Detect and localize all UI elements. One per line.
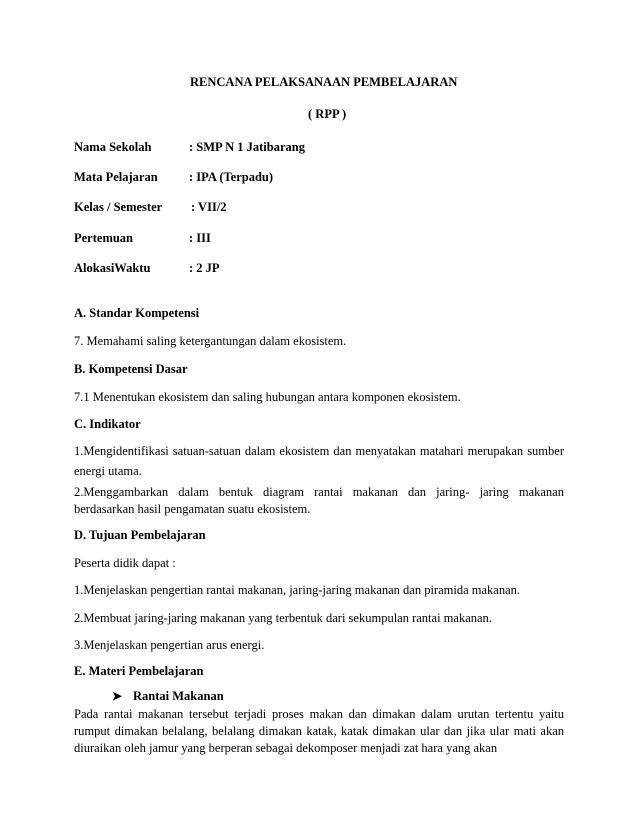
indikator-item: 1.Mengidentifikasi satuan-satuan dalam ekosistem dan menyatakan matahari merupakan sumber energi utama. [74, 444, 564, 478]
arrow-bullet-icon: ➤ [112, 689, 123, 703]
section-heading-tujuan-pembelajaran: D. Tujuan Pembelajaran [74, 528, 206, 542]
identity-label: Nama Sekolah [74, 140, 152, 154]
identity-label: Mata Pelajaran [74, 170, 158, 184]
kompetensi-dasar-text: 7.1 Menentukan ekosistem dan saling hubungan antara komponen ekosistem. [74, 390, 461, 404]
identity-value: : 2 JP [189, 261, 220, 275]
indikator-item: 2.Menggambarkan dalam bentuk diagram rantai makanan dan jaring- jaring makanan [74, 485, 564, 499]
document-title: RENCANA PELAKSANAAN PEMBELAJARAN [190, 75, 458, 89]
identity-value: : SMP N 1 Jatibarang [189, 140, 305, 154]
materi-paragraph: Pada rantai makanan tersebut terjadi proses makan dan dimakan dalam urutan tertentu yaitu rumput dimakan belalang, belalang dimakan katak, katak dimakan ular dan jika ular mati akan diuraikan oleh jamur yang berperan sebagai dekomposer menjadi zat hara yang akan [74, 707, 564, 755]
indikator-item-continuation: berdasarkan hasil pengamatan suatu ekosistem. [74, 502, 311, 516]
tujuan-intro: Peserta didik dapat : [74, 556, 176, 570]
identity-label: Kelas / Semester [74, 200, 163, 214]
identity-label: AlokasiWaktu [74, 261, 151, 275]
tujuan-item: 1.Menjelaskan pengertian rantai makanan, jaring-jaring makanan dan piramida makanan. [74, 583, 521, 597]
section-heading-kompetensi-dasar: B. Kompetensi Dasar [74, 362, 188, 376]
identity-value: : IPA (Terpadu) [189, 170, 274, 184]
section-heading-indikator: C. Indikator [74, 417, 141, 431]
tujuan-item: 3.Menjelaskan pengertian arus energi. [74, 638, 265, 652]
section-heading-standar-kompetensi: A. Standar Kompetensi [74, 306, 200, 320]
section-heading-materi-pembelajaran: E. Materi Pembelajaran [74, 664, 204, 678]
identity-label: Pertemuan [74, 231, 134, 245]
tujuan-item: 2.Membuat jaring-jaring makanan yang terbentuk dari sekumpulan rantai makanan. [74, 611, 492, 625]
standar-kompetensi-text: 7. Memahami saling ketergantungan dalam ekosistem. [74, 334, 347, 348]
materi-bullet-rantai-makanan: Rantai Makanan [133, 689, 224, 703]
identity-value: : III [189, 231, 211, 245]
document-subtitle: ( RPP ) [308, 107, 347, 121]
identity-value: : VII/2 [191, 200, 227, 214]
